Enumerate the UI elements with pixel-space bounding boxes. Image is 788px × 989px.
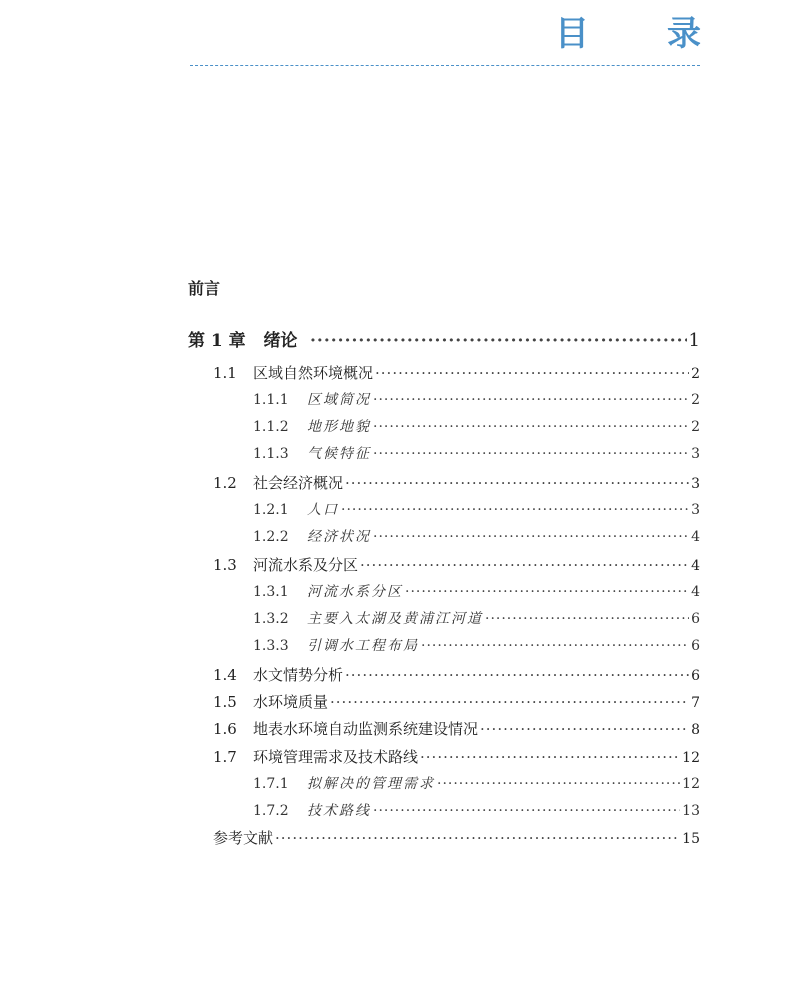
entry-title: 环境管理需求及技术路线 [253, 748, 419, 766]
entry-title: 主要入太湖及黄浦江河道 [307, 611, 483, 627]
entry-title: 引调水工程布局 [307, 638, 419, 654]
entry-number: 1.1.2 [253, 419, 289, 435]
toc-entry-1-5[interactable] [213, 691, 700, 712]
references-page: 15 [682, 831, 700, 847]
entry-number: 1.3.1 [253, 584, 289, 600]
entry-number: 1.1.1 [253, 392, 289, 408]
entry-number: 1.2.2 [253, 529, 289, 545]
toc-entry-1-3[interactable] [213, 554, 700, 575]
toc-entry-1-6[interactable] [213, 718, 700, 739]
entry-number: 1.1 [213, 364, 237, 382]
entry-title: 技术路线 [307, 803, 371, 819]
toc-entry-1-1-2[interactable] [253, 416, 700, 436]
entry-title: 地形地貌 [307, 419, 371, 435]
entry-title: 地表水环境自动监测系统建设情况 [253, 720, 479, 738]
title-char-1: 目 [555, 14, 589, 54]
entry-title: 水环境质量 [253, 693, 329, 711]
entry-number: 1.2 [213, 474, 237, 492]
entry-page: 7 [691, 695, 700, 711]
entry-page: 13 [682, 803, 700, 819]
entry-number: 1.5 [213, 693, 237, 711]
entry-page: 3 [691, 446, 700, 462]
title-char-2: 录 [667, 14, 701, 54]
toc-entry-1-1-1[interactable] [253, 389, 700, 409]
entry-page: 6 [691, 611, 700, 627]
toc-entry-1-2-2[interactable] [253, 526, 700, 546]
entry-title: 人口 [307, 502, 339, 518]
entry-page: 6 [691, 668, 700, 684]
toc-entry-1-1[interactable] [213, 362, 700, 383]
dot-leader [275, 829, 680, 847]
dot-leader [341, 502, 689, 518]
dot-leader [373, 419, 689, 435]
entry-number: 1.3.3 [253, 638, 289, 654]
dot-leader [310, 331, 687, 351]
dot-leader [480, 720, 689, 738]
entry-page: 12 [682, 750, 700, 766]
entry-number: 1.4 [213, 666, 237, 684]
references-label: 参考文献 [213, 829, 274, 847]
entry-title: 河流水系分区 [307, 584, 403, 600]
page-title [555, 14, 701, 54]
entry-page: 4 [691, 584, 700, 600]
entry-number: 1.3.2 [253, 611, 289, 627]
dot-leader [420, 748, 680, 766]
toc-entry-1-3-2[interactable] [253, 608, 700, 628]
toc-entry-1-1-3[interactable] [253, 443, 700, 463]
toc-preface[interactable]: 前言 [188, 279, 221, 298]
entry-number: 1.6 [213, 720, 237, 738]
dot-leader [345, 666, 689, 684]
entry-page: 6 [691, 638, 700, 654]
toc-entry-1-3-1[interactable] [253, 581, 700, 601]
entry-title: 区域简况 [307, 392, 371, 408]
toc-entry-1-7-1[interactable] [253, 773, 700, 793]
chapter-number: 第 1 章 绪论 [188, 331, 298, 351]
dot-leader [437, 776, 680, 792]
entry-page: 3 [691, 476, 700, 492]
dot-leader [375, 364, 689, 382]
dot-leader [345, 474, 689, 492]
entry-page: 12 [682, 776, 700, 792]
entry-title: 经济状况 [307, 529, 371, 545]
entry-page: 3 [691, 502, 700, 518]
toc-chapter-1[interactable] [188, 326, 700, 351]
entry-number: 1.7.1 [253, 776, 289, 792]
toc-entry-1-7[interactable] [213, 746, 700, 767]
dot-leader [485, 611, 689, 627]
dot-leader [405, 584, 689, 600]
entry-number: 1.2.1 [253, 502, 289, 518]
dot-leader [373, 529, 689, 545]
entry-number: 1.3 [213, 556, 237, 574]
entry-page: 8 [691, 722, 700, 738]
entry-page: 2 [691, 392, 700, 408]
toc-references[interactable] [213, 827, 700, 848]
entry-number: 1.7.2 [253, 803, 289, 819]
entry-page: 2 [691, 366, 700, 382]
entry-page: 2 [691, 419, 700, 435]
dot-leader [330, 693, 689, 711]
toc-entry-1-4[interactable] [213, 664, 700, 685]
entry-title: 水文情势分析 [253, 666, 344, 684]
entry-title: 河流水系及分区 [253, 556, 359, 574]
entry-number: 1.1.3 [253, 446, 289, 462]
chapter-page: 1 [688, 330, 700, 351]
entry-title: 区域自然环境概况 [253, 364, 374, 382]
dot-leader [373, 803, 680, 819]
entry-title: 拟解决的管理需求 [307, 776, 435, 792]
dot-leader [360, 556, 689, 574]
toc-entry-1-3-3[interactable] [253, 635, 700, 655]
entry-page: 4 [691, 529, 700, 545]
entry-title: 社会经济概况 [253, 474, 344, 492]
toc-entry-1-2-1[interactable] [253, 499, 700, 519]
toc-entry-1-2[interactable] [213, 472, 700, 493]
entry-number: 1.7 [213, 748, 237, 766]
toc-entry-1-7-2[interactable] [253, 800, 700, 820]
dot-leader [373, 446, 689, 462]
entry-page: 4 [691, 558, 700, 574]
dot-leader [421, 638, 689, 654]
title-divider [190, 65, 700, 66]
dot-leader [373, 392, 689, 408]
entry-title: 气候特征 [307, 446, 371, 462]
